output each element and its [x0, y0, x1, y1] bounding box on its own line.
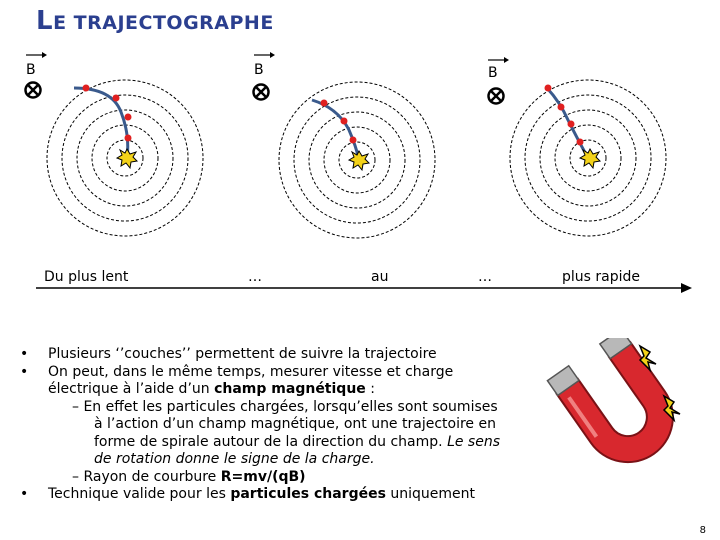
- scale-label-mid: au: [371, 269, 389, 285]
- bullet-measure-line2-pre: électrique à l’aide d’un: [48, 381, 215, 397]
- scale-label-fast: plus rapide: [562, 269, 641, 285]
- horseshoe-magnet-icon: [540, 338, 710, 488]
- bullet-validity-post: uniquement: [385, 486, 475, 502]
- page-number: 8: [699, 525, 706, 536]
- sub-bullet-radius-text: – Rayon de courbure: [72, 468, 221, 485]
- sub-bullet-radius: [20, 469, 500, 487]
- bullet-layers: [20, 346, 500, 364]
- panel-medium: [254, 52, 436, 238]
- bullet-measure-line1: On peut, dans le même temps, mesurer vitesse et charge: [48, 363, 454, 380]
- trajectory-diagram: [0, 40, 720, 270]
- vertex-burst-icon-1: [117, 149, 137, 168]
- bullet-layers-text: Plusieurs ‘’couches’’ permettent de suivre la trajectoire: [48, 346, 437, 362]
- speed-scale-arrow: [0, 280, 720, 300]
- scale-label-slow: Du plus lent: [44, 269, 129, 285]
- field-label-2: B: [254, 62, 264, 78]
- field-into-page-icon-1: [26, 83, 41, 98]
- panel-fast: [488, 57, 666, 236]
- particle-track-1: [74, 88, 128, 158]
- slide-title-initial: L: [36, 6, 54, 36]
- field-into-page-icon-3: [489, 89, 504, 104]
- bullet-list: [20, 346, 500, 504]
- slide-title: [36, 6, 274, 36]
- sub-bullet-spiral-italic: Le sens de rotation donne le signe de la charge.: [94, 433, 500, 467]
- slide-title-rest: E TRAJECTOGRAPHE: [53, 12, 274, 34]
- bullet-validity-pre: Technique valide pour les: [48, 486, 231, 502]
- bullet-validity: [20, 486, 500, 504]
- bullet-validity-bold: particules chargées: [230, 486, 386, 502]
- vertex-burst-icon-2: [349, 151, 369, 170]
- field-label-1: B: [26, 62, 36, 78]
- field-arrow-1: [26, 52, 47, 78]
- field-into-page-icon-2: [254, 85, 269, 100]
- field-arrow-3: [488, 57, 509, 81]
- sub-bullet-spiral-text: – En effet les particules chargées, lorsqu’elles sont soumises à l’action d’un champ magnétique, ont une trajectoire en forme de spirale autour de la direction du champ.: [72, 398, 498, 450]
- bullet-measure: [20, 364, 500, 399]
- panel-slow: [26, 52, 204, 236]
- bullet-measure-line2-post: :: [365, 381, 375, 397]
- sub-bullet-spiral: [20, 399, 500, 469]
- radius-formula: R=mv/(qB): [220, 468, 306, 485]
- field-arrow-2: [254, 52, 275, 78]
- bullet-measure-bold: champ magnétique: [214, 381, 366, 397]
- scale-label-dots-2: …: [478, 269, 492, 285]
- field-label-3: B: [488, 65, 498, 81]
- scale-label-dots-1: …: [248, 269, 262, 285]
